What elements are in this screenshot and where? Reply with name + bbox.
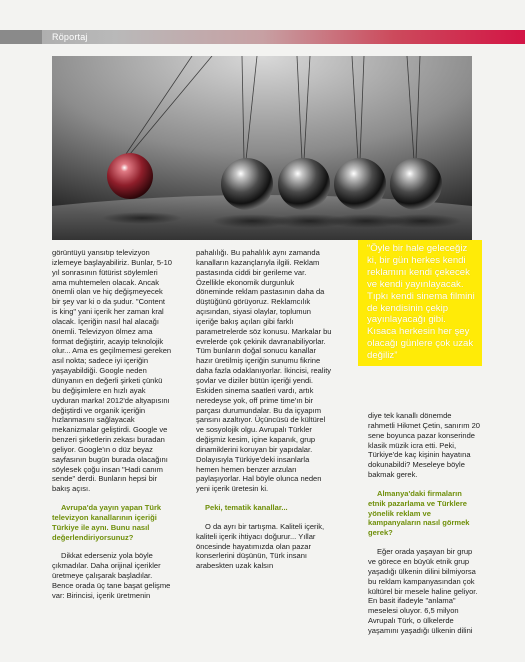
column-2-paragraph-1: pahalılığı. Bu pahalılık aynı zamanda kanalların kazançlarıyla ilgili. Reklam pastasında ciddi bir gerileme var. Özellikle ekonomik durgunluk döneminde reklam pastasının daha da düştüğünü görüyoruz. Reklamcılık açısından, siyasi olaylar, toplumun içeriğe bakış açıları gibi farklı parametrelerde söz konusu. Markalar bu evrelerde çok çekinik davranabiliyorlar. Tüm bunların doğal sonucu kanallar hazır üretilmiş içeriğin sunumu fikrine daha fazla odaklanıyorlar. İkincisi, reality şovlar ve diziler bütün içeriği yendi. Eskiden sinema saatleri vardı, artık neredeyse yok, off prime time'ın bir parçası durumundalar. Bu da içyapım şansını azaltıyor. Üçüncüsü de kültürel ve sosyolojik olgu. Avrupalı Türkler değişmiz kesim, içine kapanık, grup dinamiklerini koruyan bir yapıdalar. Dolayısıyla Türkiye'deki insanlarla hemen hemen benzer arzuları paylaşıyorlar. Hal böyle olunca neden yeni içerik üretesin ki.	[196, 248, 332, 494]
pull-quote-text: “Öyle bir hale geleceğiz ki, bir gün herkes kendi reklamını kendi çekecek ve kendi yayınlayacak. Tıpkı kendi sinema filmini de kendisinin çekip yayınlayacağı gibi. Kısaca herkesin her şey olacağı günlere çok uzak değiliz”	[367, 243, 475, 362]
newtons-cradle-photo	[52, 56, 472, 240]
column-2	[196, 248, 332, 571]
question-2: Peki, tematik kanallar...	[205, 503, 288, 513]
section-label: Röportaj	[52, 32, 88, 42]
column-3-paragraph-1: diye tek kanallı dönemde rahmetli Hikmet Çetin, sanırım 20 sene boyunca pazar konserinde klasik müzik icra etti. Peki, Türkiye'de kaç kişinin hayatına dokunabildi? Meseleye böyle bakmak gerek.	[368, 411, 480, 480]
column-1	[52, 248, 172, 601]
column-1-paragraph-2: Dikkat ederseniz yola böyle çıkmadılar. Daha orijinal içerikler üretmeye çalışarak başladılar. Bence orada üç tane başat gelişme var: Birincisi, içerik üretmenin	[52, 551, 171, 600]
question-3: Almanya'daki firmaların etnik pazarlama ve Türklere yönelik reklam ve kampanyaların nasıl görmek gerek?	[368, 488, 470, 538]
column-2-paragraph-2: O da ayrı bir tartışma. Kaliteli içerik, kaliteli içerik ihtiyacı doğurur... Yıllar öncesinde hayatımızda olan pazar konserlerini düşünün, Türk insanı arabeskten uzak kalsın	[196, 521, 325, 571]
section-header-accent	[0, 30, 42, 44]
column-1-paragraph-1: görüntüyü yansıtıp televizyon izlemeye başlayabiliriz. Bunlar, 5-10 yıl sonrasının fütürist söylemleri ama muhtemelen olacak. Ancak önemli olan ve hiç değişmeyecek bir şey var ki o da şudur. "Content is king" yani içerik her zaman kral olacak. İçeriğin nasıl hal alacağı önemli. Televizyon ölmez ama format değiştirir, acayip teknolojik olur... Ama es geçilmemesi gereken asıl nokta; sadece iyi içeriğin yaşayabildiği. Google neden dünyanın en değerli şirketi çünkü bu değişimlere en hızlı ayak uyduran marka! 2012'de altyapısını değiştirdi ve organik içeriğin hızlanmasını sağlayacak mekanizmalar geliştirdi. Google ve benzeri şirketlerin zekası buradan geliyor. Google'ın o düz beyaz sayfasının bugün burada olacağını söylesek çoğu insan "Hadi canım sende" derdi. Bunların hepsi bir bakış açısı.	[52, 248, 172, 494]
column-3-paragraph-2: Eğer orada yaşayan bir grup ve görece en büyük etnik grup yaşadığı ülkenin dilini bilmiyorsa bu reklam kampanyasından çok kültürel bir mesele haline geliyor. En basit ifadeyle "anlama" meselesi oluyor. 6,5 milyon Avrupalı Türk, o ülkelerde yaşamını yaşadığı ülkenin dilini	[368, 547, 478, 635]
pull-quote	[358, 240, 482, 366]
column-3	[368, 411, 480, 636]
question-1: Avrupa'da yayın yapan Türk televizyon kanallarının içeriği Türkiye ile aynı. Bunu nasıl değerlendiriyorsunuz?	[52, 503, 162, 542]
